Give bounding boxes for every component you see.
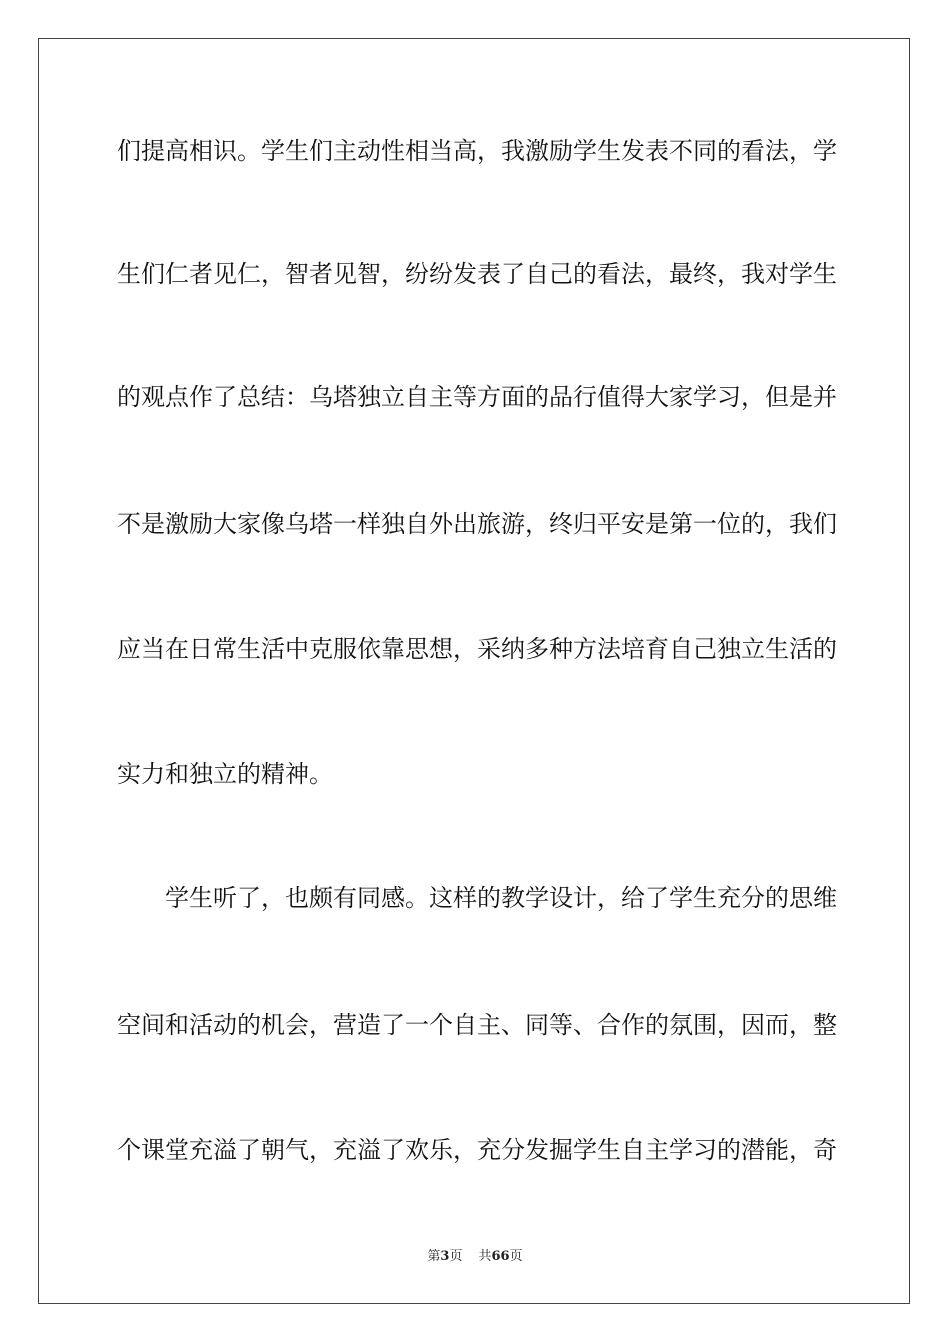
body-text-line: 空间和活动的机会，营造了一个自主、同等、合作的氛围，因而，整 <box>117 1011 837 1039</box>
page-suffix: 页 <box>449 1249 463 1264</box>
page-footer <box>0 1248 950 1266</box>
page-prefix: 第 <box>427 1249 441 1264</box>
body-text-line: 实力和独立的精神。 <box>117 760 333 788</box>
body-text-line: 应当在日常生活中克服依靠思想，采纳多种方法培育自己独立生活的 <box>117 635 837 663</box>
body-text-line: 生们仁者见仁，智者见智，纷纷发表了自己的看法，最终，我对学生 <box>117 260 837 288</box>
total-pages: 66 <box>491 1249 510 1264</box>
page-border <box>38 38 910 1304</box>
paragraph-first-line: 学生听了，也颇有同感。这样的教学设计，给了学生充分的思维 <box>165 884 837 912</box>
total-suffix: 页 <box>509 1249 523 1264</box>
body-text-line: 个课堂充溢了朝气，充溢了欢乐，充分发掘学生自主学习的潜能，奇 <box>117 1136 837 1164</box>
body-text-line: 的观点作了总结：乌塔独立自主等方面的品行值得大家学习，但是并 <box>117 383 837 411</box>
body-text-line: 们提高相识。学生们主动性相当高，我激励学生发表不同的看法，学 <box>117 137 837 165</box>
total-prefix: 共 <box>478 1249 492 1264</box>
body-text-line: 不是激励大家像乌塔一样独自外出旅游，终归平安是第一位的，我们 <box>117 510 837 538</box>
page-number: 3 <box>440 1249 450 1264</box>
